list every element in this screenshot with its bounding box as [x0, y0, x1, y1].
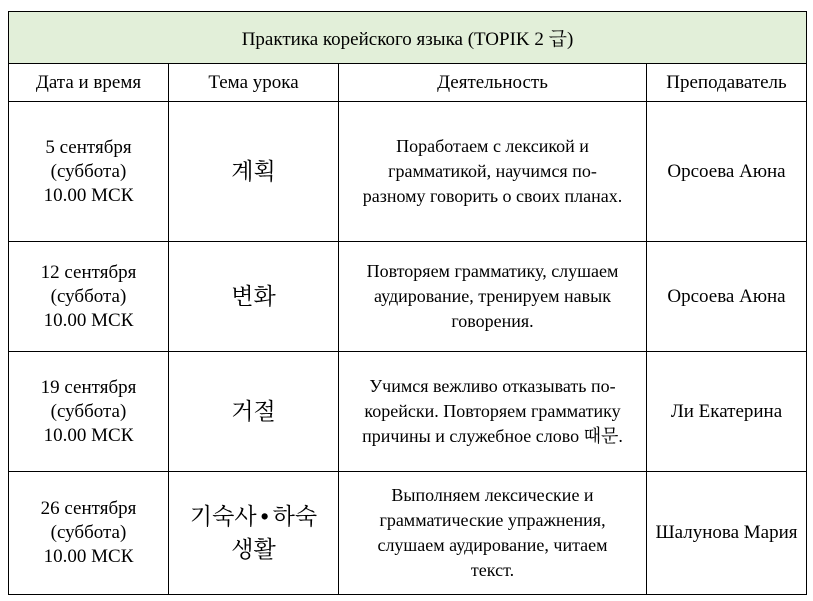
teacher-cell [647, 242, 807, 352]
date-cell [9, 352, 169, 472]
topic-text: 거절 [231, 399, 276, 424]
topic-text: 계획 [231, 159, 276, 184]
column-header-topic: Тема урока [169, 64, 339, 102]
header-row [9, 64, 807, 102]
activity-text: Повторяем грамматику, слушаем аудирование, тренируем навык говорения. [366, 261, 619, 331]
date-text: 19 сентября [40, 376, 137, 398]
weekday-text: (суббота) [50, 522, 127, 543]
teacher-cell [647, 352, 807, 472]
date-text: 26 сентября [40, 498, 137, 519]
activity-cell [339, 352, 647, 472]
topic-part-b: 하숙 [272, 504, 318, 529]
topic-text: 변화 [231, 284, 276, 309]
title-row [9, 12, 807, 64]
topic-cell [169, 242, 339, 352]
teacher-name: Ли Екатерина [670, 400, 783, 422]
table-row [9, 242, 807, 352]
time-text: 10.00 МСК [43, 309, 134, 331]
topic-line-1 [173, 500, 334, 533]
teacher-name: Шалунова Мария [655, 522, 798, 543]
activity-cell [339, 242, 647, 352]
date-cell [9, 242, 169, 352]
teacher-name: Орсоева Аюна [667, 160, 786, 182]
topic-cell [169, 472, 339, 595]
table-row [9, 352, 807, 472]
time-text: 10.00 МСК [43, 184, 134, 206]
teacher-cell [647, 472, 807, 595]
weekday-text: (суббота) [50, 160, 127, 182]
weekday-text: (суббота) [50, 285, 127, 307]
date-cell [9, 102, 169, 242]
column-header-activity: Деятельность [339, 64, 647, 102]
topic-cell [169, 102, 339, 242]
activity-cell [339, 102, 647, 242]
topic-cell [169, 352, 339, 472]
topic-line-2: 생활 [231, 537, 276, 562]
activity-cell [339, 472, 647, 595]
column-header-date: Дата и время [9, 64, 169, 102]
table-title: Практика корейского языка (TOPIK 2 급) [9, 12, 807, 64]
table-row [9, 472, 807, 595]
table-row [9, 102, 807, 242]
activity-text: Выполняем лексические и грамматические упражнения, слушаем аудирование, читаем текст. [377, 485, 608, 580]
date-text: 5 сентября [45, 136, 132, 158]
teacher-cell [647, 102, 807, 242]
bullet-separator: • [260, 504, 269, 529]
schedule-table [8, 11, 807, 595]
weekday-text: (суббота) [50, 400, 127, 422]
time-text: 10.00 МСК [43, 546, 134, 567]
date-text: 12 сентября [40, 261, 137, 283]
teacher-name: Орсоева Аюна [667, 285, 786, 307]
topic-part-a: 기숙사 [189, 504, 257, 529]
column-header-teacher: Преподаватель [647, 64, 807, 102]
activity-text: Поработаем с лексикой и грамматикой, научимся по-разному говорить о своих планах. [362, 136, 623, 206]
activity-text: Учимся вежливо отказывать по-корейски. Повторяем грамматику причины и служебное слово 때문. [362, 376, 623, 446]
time-text: 10.00 МСК [43, 424, 134, 446]
date-cell [9, 472, 169, 595]
